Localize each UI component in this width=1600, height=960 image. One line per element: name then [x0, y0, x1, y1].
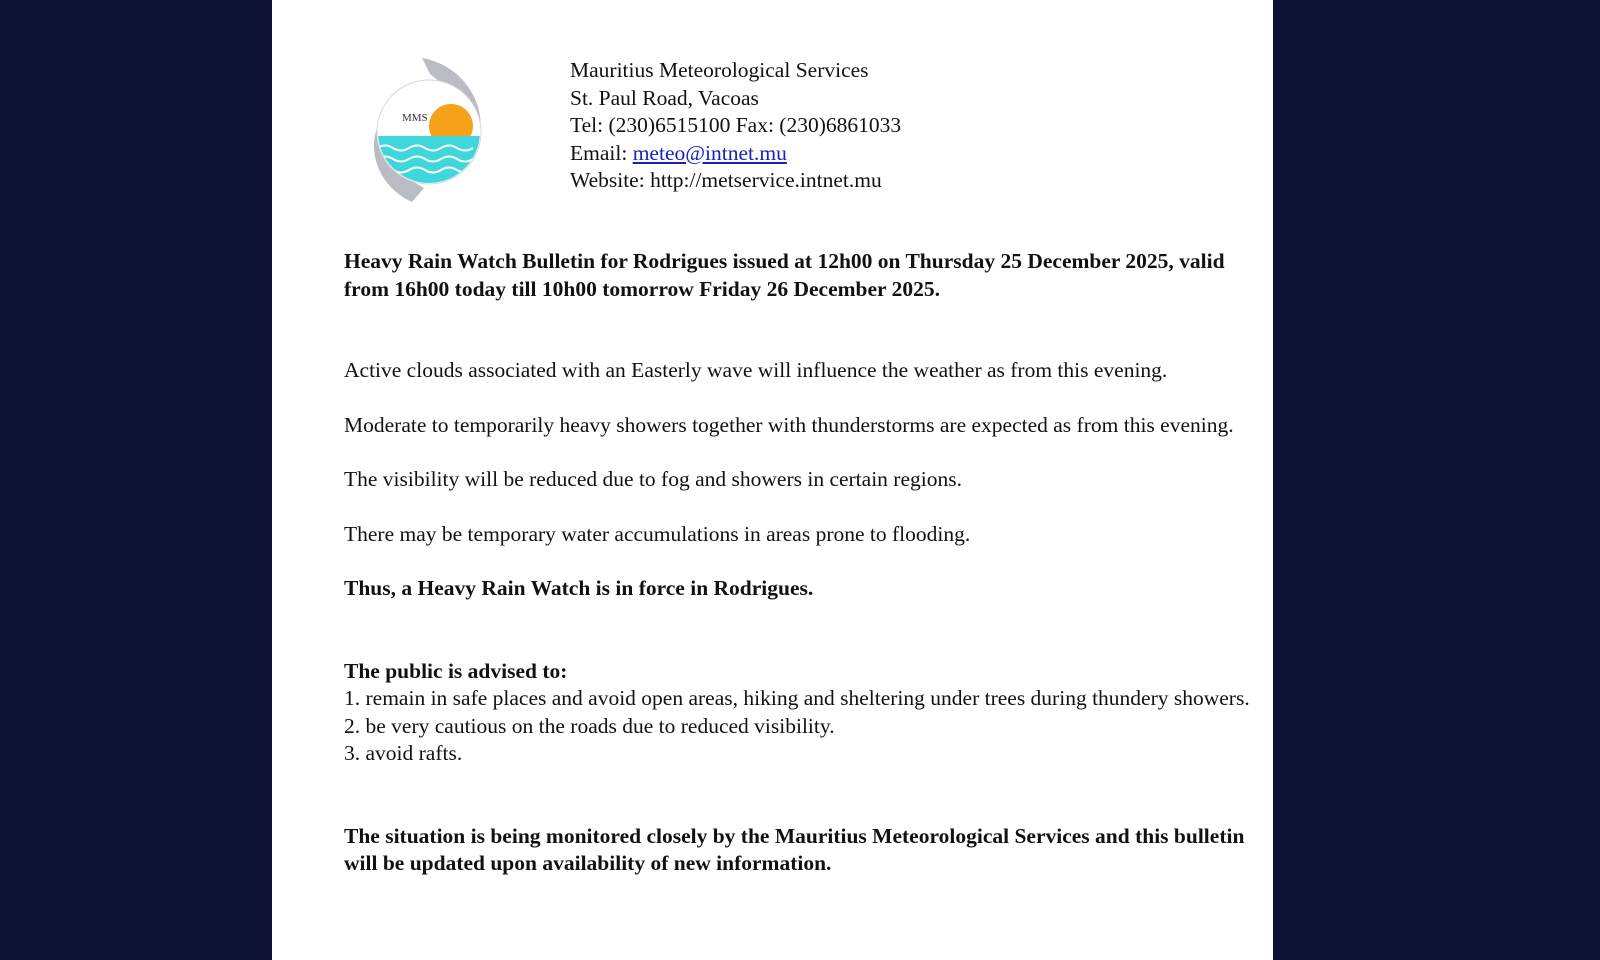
email-link[interactable]: meteo@intnet.mu	[632, 140, 787, 165]
watch-statement: Thus, a Heavy Rain Watch is in force in Rodrigues.	[344, 576, 814, 600]
advice-item: 1. remain in safe places and avoid open areas, hiking and sheltering under trees during thundery showers.	[344, 686, 1250, 710]
bulletin-body	[344, 248, 1264, 878]
email-label: Email:	[570, 140, 633, 165]
advice-list	[344, 685, 1264, 768]
org-name: Mauritius Meteorological Services	[570, 58, 869, 82]
paragraph: The visibility will be reduced due to fog and showers in certain regions.	[344, 467, 962, 491]
website: Website: http://metservice.intnet.mu	[570, 168, 882, 192]
advice-item: 2. be very cautious on the roads due to reduced visibility.	[344, 713, 835, 738]
advice-heading: The public is advised to:	[344, 658, 568, 683]
logo-text: MMS	[402, 112, 428, 124]
email-line	[570, 140, 901, 168]
document-page	[272, 0, 1273, 960]
paragraph: Moderate to temporarily heavy showers together with thunderstorms are expected as from this evening.	[344, 412, 1234, 437]
contact-block	[570, 57, 901, 195]
paragraph: Active clouds associated with an Easterly wave will influence the weather as from this evening.	[344, 358, 1168, 382]
paragraph: There may be temporary water accumulations in areas prone to flooding.	[344, 521, 971, 546]
tel-fax: Tel: (230)6515100 Fax: (230)6861033	[570, 113, 902, 137]
address: St. Paul Road, Vacoas	[570, 85, 759, 110]
advice-item: 3. avoid rafts.	[344, 741, 463, 765]
bulletin-title: Heavy Rain Watch Bulletin for Rodrigues issued at 12h00 on Thursday 25 December 2025, valid from 16h00 today till 10h00 tomorrow Friday 26 December 2025.	[344, 249, 1225, 301]
mms-logo-icon	[372, 56, 488, 208]
closing-statement: The situation is being monitored closely by the Mauritius Meteorological Services and this bulletin will be updated upon availability of new information.	[344, 823, 1245, 875]
